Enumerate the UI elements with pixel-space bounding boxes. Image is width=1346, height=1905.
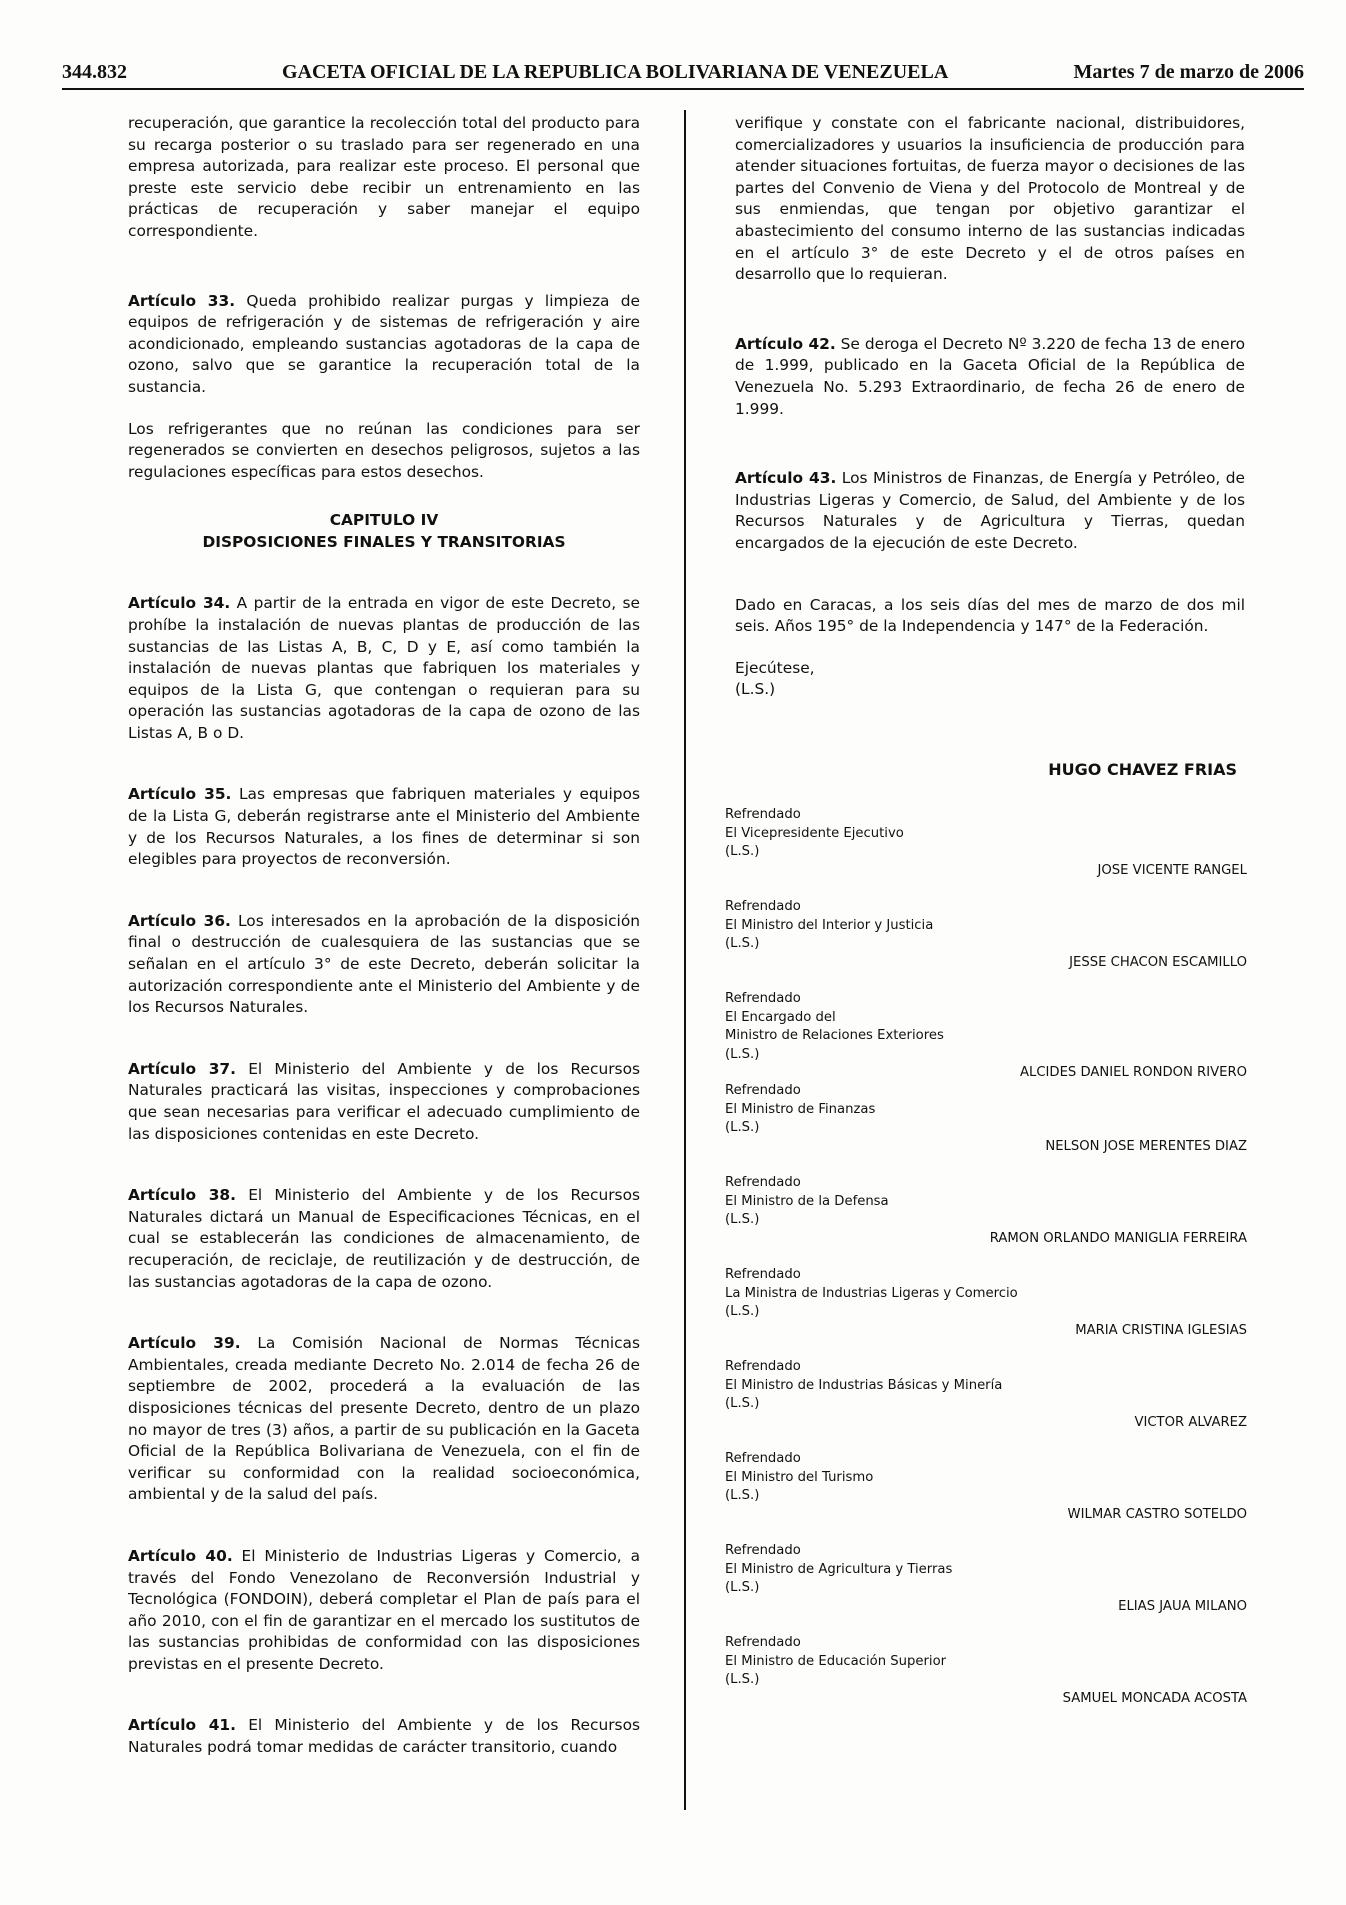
paragraph-intro: recuperación, que garantice la recolección total del producto para su recarga posterior o su traslado para ser regenerado en una empresa autorizada, para realizar este proceso. El personal que preste este servicio debe recibir un entrenamiento en las prácticas de recuperación y saber manejar el equipo correspondiente. bbox=[128, 114, 640, 240]
countersignature-line: El Ministro de Educación Superior bbox=[725, 1653, 947, 1669]
countersignature-line: (L.S.) bbox=[725, 844, 760, 860]
countersignature-name: NELSON JOSE MERENTES DIAZ bbox=[1045, 1139, 1247, 1155]
countersignature-line: Refrendado bbox=[725, 1451, 801, 1467]
countersignature bbox=[725, 806, 1245, 898]
right-column bbox=[725, 113, 1247, 1726]
countersignature-line: (L.S.) bbox=[725, 1212, 760, 1228]
article-text: Los Ministros de Finanzas, de Energía y Petróleo, de Industrias Ligeras y Comercio, de Salud, del Ambiente y de los Recursos Naturales y de Agricultura y Tierras, quedan encargados de la ejecución de este Decreto. bbox=[735, 469, 1245, 552]
article-42 bbox=[735, 334, 1245, 420]
countersignature bbox=[725, 1634, 1245, 1726]
countersignature bbox=[725, 898, 1245, 990]
article-label: Artículo 39. bbox=[128, 1334, 241, 1353]
article-label: Artículo 40. bbox=[128, 1546, 233, 1565]
president-name: HUGO CHAVEZ FRIAS bbox=[1048, 759, 1237, 779]
article-39 bbox=[128, 1333, 640, 1506]
gazette-title: GACETA OFICIAL DE LA REPUBLICA BOLIVARIANA DE VENEZUELA bbox=[282, 61, 949, 83]
countersignature-line: El Ministro de Finanzas bbox=[725, 1101, 876, 1117]
article-label: Artículo 41. bbox=[128, 1716, 236, 1735]
article-34 bbox=[128, 593, 640, 744]
article-label: Artículo 38. bbox=[128, 1186, 236, 1205]
countersignature-name: JESSE CHACON ESCAMILLO bbox=[1069, 955, 1247, 971]
countersignatures bbox=[725, 806, 1245, 1726]
left-column bbox=[128, 113, 640, 1759]
countersignature-name: VICTOR ALVAREZ bbox=[1134, 1415, 1247, 1431]
article-label: Artículo 36. bbox=[128, 911, 231, 930]
countersignature-name: JOSE VICENTE RANGEL bbox=[1097, 863, 1247, 879]
countersignature-line: Refrendado bbox=[725, 1267, 801, 1283]
article-33-paragraph-2: Los refrigerantes que no reúnan las condiciones para ser regenerados se convierten en desechos peligrosos, sujetos a las regulaciones específicas para estos desechos. bbox=[128, 419, 640, 481]
countersignature-line: (L.S.) bbox=[725, 1304, 760, 1320]
countersignature-line: Refrendado bbox=[725, 991, 801, 1007]
gazette-header bbox=[62, 58, 1304, 90]
countersignature-line: El Ministro de Industrias Básicas y Minería bbox=[725, 1377, 1003, 1393]
countersignature bbox=[725, 1174, 1245, 1266]
countersignature-name: MARIA CRISTINA IGLESIAS bbox=[1075, 1323, 1247, 1339]
countersignature bbox=[725, 1450, 1245, 1542]
countersignature-line: El Ministro de Agricultura y Tierras bbox=[725, 1561, 953, 1577]
countersignature-line: Refrendado bbox=[725, 1083, 801, 1099]
article-text: El Ministerio del Ambiente y de los Recursos Naturales dictará un Manual de Especificaciones Técnicas, en el cual se establecerán las condiciones de almacenamiento, de recuperación, de reciclaje, de reutilización y de destrucción, de las sustancias agotadoras de la capa de ozono. bbox=[128, 1186, 641, 1291]
countersignature-line: Refrendado bbox=[725, 1635, 801, 1651]
countersignature-line: Refrendado bbox=[725, 899, 801, 915]
article-text: El Ministerio del Ambiente y de los Recursos Naturales podrá tomar medidas de carácter transitorio, cuando bbox=[128, 1716, 641, 1757]
page-number: 344.832 bbox=[62, 61, 127, 83]
article-38 bbox=[128, 1185, 640, 1293]
countersignature-line: Refrendado bbox=[725, 1175, 801, 1191]
chapter-heading bbox=[128, 509, 640, 553]
countersignature-line: El Encargado del bbox=[725, 1009, 836, 1025]
countersignature bbox=[725, 1542, 1245, 1634]
article-label: Artículo 35. bbox=[128, 785, 232, 804]
article-text: Queda prohibido realizar purgas y limpieza de equipos de refrigeración y de sistemas de refrigeración y aire acondicionado, empleando sustancias agotadoras de la capa de ozono, salvo que se garantice la recuperación total de la sustancia. bbox=[128, 291, 640, 396]
paragraph-continued: verifique y constate con el fabricante nacional, distribuidores, comercializadores y usuarios la insuficiencia de producción para atender situaciones fortuitas, de fuerza mayor o decisiones de las partes del Convenio de Viena y del Protocolo de Montreal y de sus enmiendas, que tengan por objetivo garantizar el abastecimiento del consumo interno de las sustancias indicadas en el artículo 3° de este Decreto y el de otros países en desarrollo que lo requieran. bbox=[735, 114, 1245, 284]
article-text: La Comisión Nacional de Normas Técnicas Ambientales, creada mediante Decreto No. 2.014 de fecha 26 de septiembre de 2002, procederá a la evaluación de las disposiciones técnicas del presente Decreto, dentro de un plazo no mayor de tres (3) años, a partir de su publicación en la Gaceta Oficial de la República Bolivariana de Venezuela, con el fin de verificar su conformidad con la realidad socioeconómica, ambiental y de la salud del país. bbox=[128, 1334, 641, 1504]
countersignature-line: El Ministro de la Defensa bbox=[725, 1193, 889, 1209]
countersignature-name: WILMAR CASTRO SOTELDO bbox=[1067, 1507, 1247, 1523]
article-33 bbox=[128, 291, 640, 399]
countersignature-name: RAMON ORLANDO MANIGLIA FERREIRA bbox=[989, 1231, 1247, 1247]
article-text: El Ministerio de Industrias Ligeras y Comercio, a través del Fondo Venezolano de Reconversión Industrial y Tecnológica (FONDOIN), deberá completar el Plan de país para el año 2010, con el fin de garantizar en el mercado los sustitutos de las sustancias prohibidas de conformidad con las disposiciones previstas en el presente Decreto. bbox=[128, 1546, 640, 1673]
article-36 bbox=[128, 911, 640, 1019]
countersignature-line: Refrendado bbox=[725, 807, 801, 823]
article-37 bbox=[128, 1059, 640, 1145]
countersignature-name: SAMUEL MONCADA ACOSTA bbox=[1062, 1691, 1247, 1707]
countersignature-line: (L.S.) bbox=[725, 936, 760, 952]
countersignature-line: (L.S.) bbox=[725, 1396, 760, 1412]
article-label: Artículo 42. bbox=[735, 334, 836, 353]
countersignature-line: (L.S.) bbox=[725, 1672, 760, 1688]
article-43 bbox=[735, 468, 1245, 554]
article-text: El Ministerio del Ambiente y de los Recursos Naturales practicará las visitas, inspecciones y comprobaciones que sean necesarias para verificar el adecuado cumplimiento de las disposiciones contenidas en este Decreto. bbox=[128, 1059, 641, 1143]
countersignature-line: La Ministra de Industrias Ligeras y Comercio bbox=[725, 1285, 1018, 1301]
closing-paragraph: Dado en Caracas, a los seis días del mes de marzo de dos mil seis. Años 195° de la Independencia y 147° de la Federación. bbox=[735, 595, 1245, 636]
seal-ls: (L.S.) bbox=[735, 680, 776, 699]
article-label: Artículo 37. bbox=[128, 1059, 236, 1078]
article-label: Artículo 43. bbox=[735, 469, 837, 488]
countersignature bbox=[725, 1358, 1245, 1450]
countersignature-line: Refrendado bbox=[725, 1543, 801, 1559]
countersignature bbox=[725, 1266, 1245, 1358]
countersignature bbox=[725, 990, 1245, 1082]
ejecutese: Ejecútese, bbox=[735, 658, 815, 677]
article-40 bbox=[128, 1546, 640, 1676]
countersignature-line: (L.S.) bbox=[725, 1580, 760, 1596]
article-label: Artículo 33. bbox=[128, 291, 236, 310]
countersignature-line: El Ministro del Interior y Justicia bbox=[725, 917, 934, 933]
article-label: Artículo 34. bbox=[128, 594, 231, 613]
article-text: Se deroga el Decreto Nº 3.220 de fecha 13 de enero de 1.999, publicado en la Gaceta Oficial de la República de Venezuela No. 5.293 Extraordinario, de fecha 26 de enero de 1.999. bbox=[735, 334, 1246, 418]
chapter-title: DISPOSICIONES FINALES Y TRANSITORIAS bbox=[202, 533, 566, 552]
article-35 bbox=[128, 784, 640, 870]
countersignature-line: Ministro de Relaciones Exteriores bbox=[725, 1028, 944, 1044]
countersignature-line: (L.S.) bbox=[725, 1488, 760, 1504]
article-41 bbox=[128, 1715, 640, 1758]
countersignature-line: Refrendado bbox=[725, 1359, 801, 1375]
countersignature-line: (L.S.) bbox=[725, 1120, 760, 1136]
countersignature-name: ELIAS JAUA MILANO bbox=[1118, 1599, 1247, 1615]
countersignature-line: El Ministro del Turismo bbox=[725, 1469, 874, 1485]
article-text: Los interesados en la aprobación de la disposición final o destrucción de cualesquiera de las sustancias que se señalan en el artículo 3° de este Decreto, deberán solicitar la autorización correspondiente ante el Ministerio del Ambiente y de los Recursos Naturales. bbox=[128, 911, 640, 1017]
countersignature-line: (L.S.) bbox=[725, 1046, 760, 1062]
article-text: Las empresas que fabriquen materiales y equipos de la Lista G, deberán registrarse ante el Ministerio del Ambiente y de los Recursos Naturales, a los fines de determinar si son elegibles para proyectos de reconversión. bbox=[128, 785, 640, 869]
column-divider bbox=[684, 110, 686, 1810]
countersignature bbox=[725, 1082, 1245, 1174]
chapter-number: CAPITULO IV bbox=[329, 511, 439, 530]
issue-date: Martes 7 de marzo de 2006 bbox=[1073, 61, 1304, 83]
article-text: A partir de la entrada en vigor de este Decreto, se prohíbe la instalación de nuevas plantas de producción de las sustancias de las Listas A, B, C, D y E, así como también la instalación de nuevas plantas que fabriquen los materiales y equipos de la Lista G, que contengan o requieran para su operación las sustancias agotadoras de la capa de ozono de las Listas A, B o D. bbox=[128, 594, 641, 742]
countersignature-name: ALCIDES DANIEL RONDON RIVERO bbox=[1019, 1065, 1247, 1081]
countersignature-line: El Vicepresidente Ejecutivo bbox=[725, 825, 904, 841]
